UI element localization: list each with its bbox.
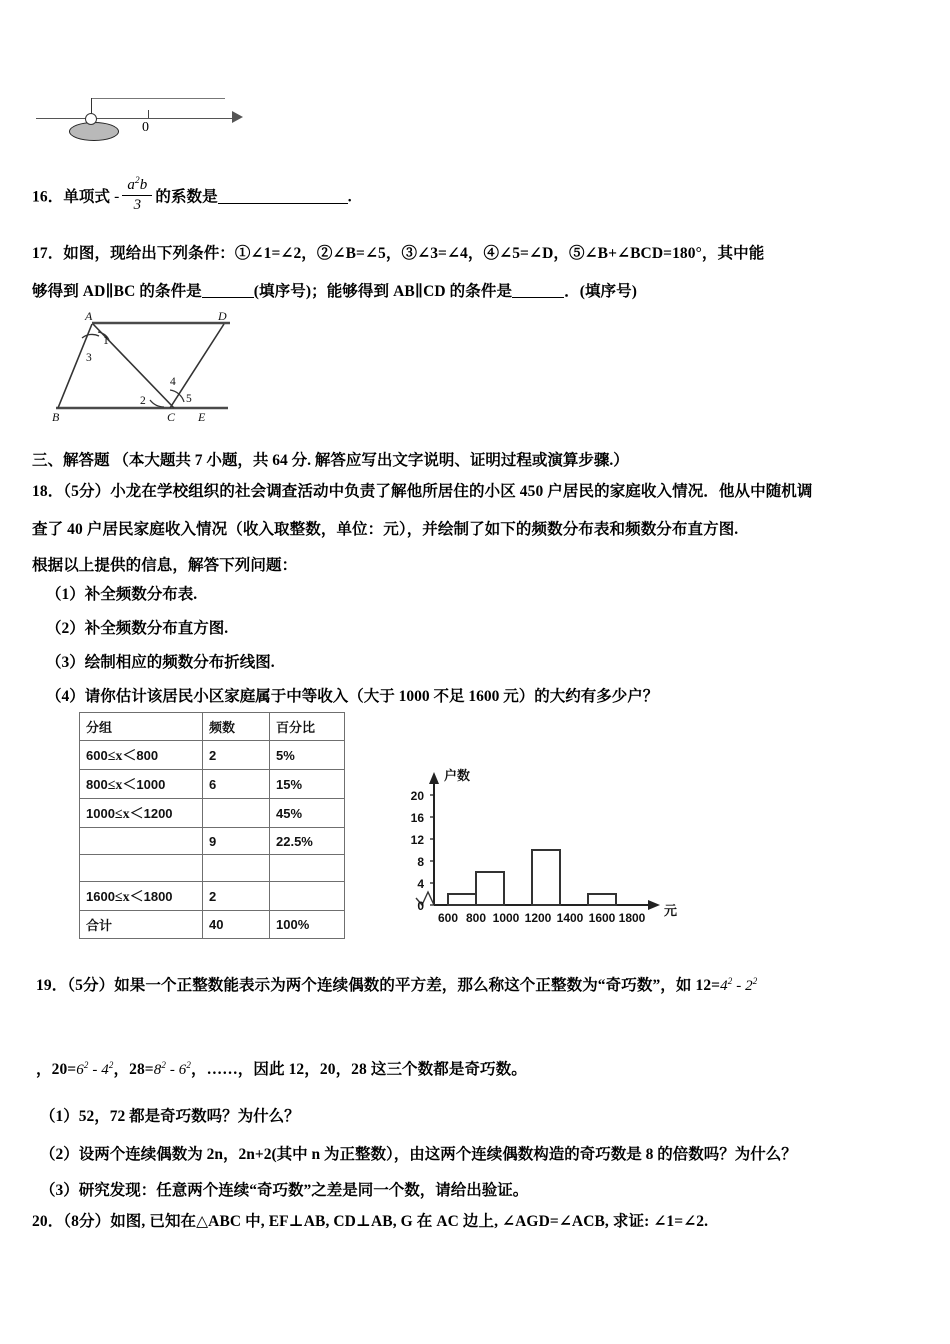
table-row	[80, 855, 345, 882]
question-18-sub-4: （4）请你估计该居民小区家庭属于中等收入（大于 1000 不足 1600 元）的大约有多少户？	[46, 688, 659, 705]
question-19-sub-1: （1）52，72 都是奇巧数吗？为什么？	[40, 1108, 300, 1125]
question-16-stem: 单项式	[63, 188, 111, 206]
frequency-histogram	[392, 760, 688, 935]
table-cell-group: 1600≤x＜1800	[80, 882, 203, 911]
question-17-answer-blank-2[interactable]	[512, 283, 564, 299]
fraction-denominator: 3	[133, 196, 142, 213]
table-cell-total-percent: 100%	[270, 911, 345, 939]
table-cell-total-label: 合计	[80, 911, 203, 939]
question-19-expression-28: $8^2 - 6^2$	[153, 1060, 191, 1078]
question-16-period: .	[347, 188, 352, 206]
y-axis-title: 户数	[444, 768, 471, 783]
x-tick-1600: 1600	[588, 911, 616, 925]
question-17-line2-part-c: ．(填序号)	[564, 283, 638, 300]
question-19-line-2	[36, 1060, 527, 1080]
figure-label-C: C	[167, 410, 176, 423]
y-axis-arrowhead	[429, 772, 439, 784]
table-row	[80, 741, 345, 770]
table-cell-frequency: 2	[203, 741, 270, 770]
figure-label-angle-1: 1	[103, 335, 109, 347]
fraction-numerator: $a^2b$	[122, 178, 152, 196]
number-line-upper-ray	[91, 98, 225, 99]
question-16-answer-blank[interactable]	[218, 188, 348, 204]
x-axis-title: 元	[664, 903, 678, 918]
table-cell-group: 1000≤x＜1200	[80, 799, 203, 828]
x-tick-1400: 1400	[556, 911, 584, 925]
histogram-bar-1200-1400	[532, 850, 560, 905]
table-cell-group-blank[interactable]	[80, 855, 203, 882]
table-cell-group: 800≤x＜1000	[80, 770, 203, 799]
figure-label-angle-3: 3	[86, 352, 92, 364]
question-19-sub-2: （2）设两个连续偶数为 2n，2n+2(其中 n 为正整数），由这两个连续偶数构造的奇巧数是 8 的倍数吗？为什么？	[40, 1146, 797, 1163]
figure-label-angle-2: 2	[140, 395, 146, 407]
table-row	[80, 799, 345, 828]
number-line-axis	[36, 118, 236, 119]
question-17-line-1: 17．如图，现给出下列条件：①∠1=∠2，②∠B=∠5，③∠3=∠4，④∠5=∠D，⑤∠B+∠BCD=180°，其中能	[32, 245, 765, 262]
table-row-total	[80, 911, 345, 939]
question-19-expression-12: $4^2 - 2^2$	[720, 976, 758, 994]
figure-label-A: A	[85, 309, 93, 323]
table-cell-percent: 5%	[270, 741, 345, 770]
table-header-group: 分组	[80, 713, 203, 741]
table-row	[80, 770, 345, 799]
x-tick-1200: 1200	[524, 911, 552, 925]
frequency-distribution-table	[79, 712, 345, 939]
table-cell-percent: 45%	[270, 799, 345, 828]
question-16-number: 16．	[32, 188, 64, 206]
table-cell-total-frequency: 40	[203, 911, 270, 939]
table-cell-frequency: 2	[203, 882, 270, 911]
table-cell-group: 600≤x＜800	[80, 741, 203, 770]
table-row	[80, 882, 345, 911]
section-3-heading: 三、解答题 （本大题共 7 小题，共 64 分. 解答应写出文字说明、证明过程或演算步骤.）	[32, 452, 629, 469]
question-18-line-1: 18．（5分）小龙在学校组织的社会调查活动中负责了解他所居住的小区 450 户居民的家庭收入情况．他从中随机调	[32, 483, 813, 500]
question-18-sub-1: （1）补全频数分布表.	[46, 586, 198, 603]
frequency-histogram-svg	[392, 760, 688, 935]
table-cell-frequency-blank[interactable]	[203, 855, 270, 882]
x-tick-600: 600	[437, 911, 459, 925]
number-line-arrowhead	[232, 111, 243, 123]
table-cell-frequency: 6	[203, 770, 270, 799]
y-tick-4: 4	[417, 877, 424, 891]
figure-label-angle-5: 5	[186, 393, 192, 405]
figure-label-E: E	[198, 410, 206, 423]
question-17-figure	[52, 308, 237, 423]
question-19-line2-text-c: ，……，因此 12，20，28 这三个数都是奇巧数。	[191, 1061, 527, 1078]
question-16-tail: 的系数是	[155, 188, 218, 206]
y-tick-0: 0	[417, 899, 424, 913]
y-tick-16: 16	[410, 811, 424, 825]
question-17-figure-svg	[52, 308, 237, 423]
table-header-row	[80, 713, 345, 741]
question-19-line2-text-a: ，20=	[36, 1061, 77, 1078]
histogram-bar-800-1000	[476, 872, 504, 905]
x-tick-1800: 1800	[618, 911, 646, 925]
number-line-figure	[36, 96, 256, 148]
question-18-sub-2: （2）补全频数分布直方图.	[46, 620, 229, 637]
y-tick-12: 12	[410, 833, 424, 847]
question-16	[32, 178, 352, 214]
table-cell-frequency: 9	[203, 828, 270, 855]
number-line-zero-label: 0	[142, 120, 149, 135]
x-tick-800: 800	[465, 911, 487, 925]
table-header-frequency: 频数	[203, 713, 270, 741]
question-19-line2-text-b: ，28=	[113, 1061, 154, 1078]
table-cell-percent: 15%	[270, 770, 345, 799]
y-tick-20: 20	[410, 789, 424, 803]
number-line-shaded-ellipse	[69, 122, 119, 141]
question-16-minus-sign: -	[114, 188, 120, 206]
histogram-bar-1600-1800	[588, 894, 616, 905]
question-20-line-1: 20．（8分）如图, 已知在△ABC 中, EF⊥AB, CD⊥AB, G 在 AC 边上, ∠AGD=∠ACB, 求证: ∠1=∠2.	[32, 1213, 709, 1230]
question-18-line-2: 查了 40 户居民家庭收入情况（收入取整数，单位：元），并绘制了如下的频数分布表和频数分布直方图.	[32, 521, 739, 538]
table-header-percent: 百分比	[270, 713, 345, 741]
table-cell-percent: 22.5%	[270, 828, 345, 855]
question-17-line2-part-a: 够得到 AD∥BC 的条件是	[32, 283, 202, 300]
table-row	[80, 828, 345, 855]
question-17-line2-part-b: (填序号)；能够得到 AB∥CD 的条件是	[253, 283, 513, 300]
question-16-fraction	[122, 178, 152, 214]
histogram-bar-600-800	[448, 894, 476, 905]
question-19-sub-3: （3）研究发现：任意两个连续“奇巧数”之差是同一个数，请给出验证。	[40, 1182, 529, 1199]
number-line-open-point	[85, 113, 97, 125]
table-cell-percent-blank[interactable]	[270, 882, 345, 911]
question-19-line1-text: 19．（5分）如果一个正整数能表示为两个连续偶数的平方差，那么称这个正整数为“奇巧数”，如 12=	[36, 977, 721, 994]
question-17-answer-blank-1[interactable]	[202, 283, 254, 299]
x-axis-arrowhead	[648, 900, 660, 910]
figure-label-D: D	[218, 309, 227, 323]
figure-label-B: B	[52, 410, 60, 423]
question-18-line-3: 根据以上提供的信息，解答下列问题：	[32, 557, 298, 574]
question-19-line-1	[36, 976, 757, 996]
y-tick-8: 8	[417, 855, 424, 869]
question-17-line-2	[32, 282, 637, 301]
question-18-sub-3: （3）绘制相应的频数分布折线图.	[46, 654, 275, 671]
x-tick-1000: 1000	[492, 911, 520, 925]
question-19-expression-20: $6^2 - 4^2$	[76, 1060, 114, 1078]
number-line-zero-tick	[148, 110, 149, 118]
table-cell-frequency-blank[interactable]	[203, 799, 270, 828]
table-cell-group-blank[interactable]	[80, 828, 203, 855]
figure-label-angle-4: 4	[170, 376, 176, 388]
table-cell-percent-blank[interactable]	[270, 855, 345, 882]
